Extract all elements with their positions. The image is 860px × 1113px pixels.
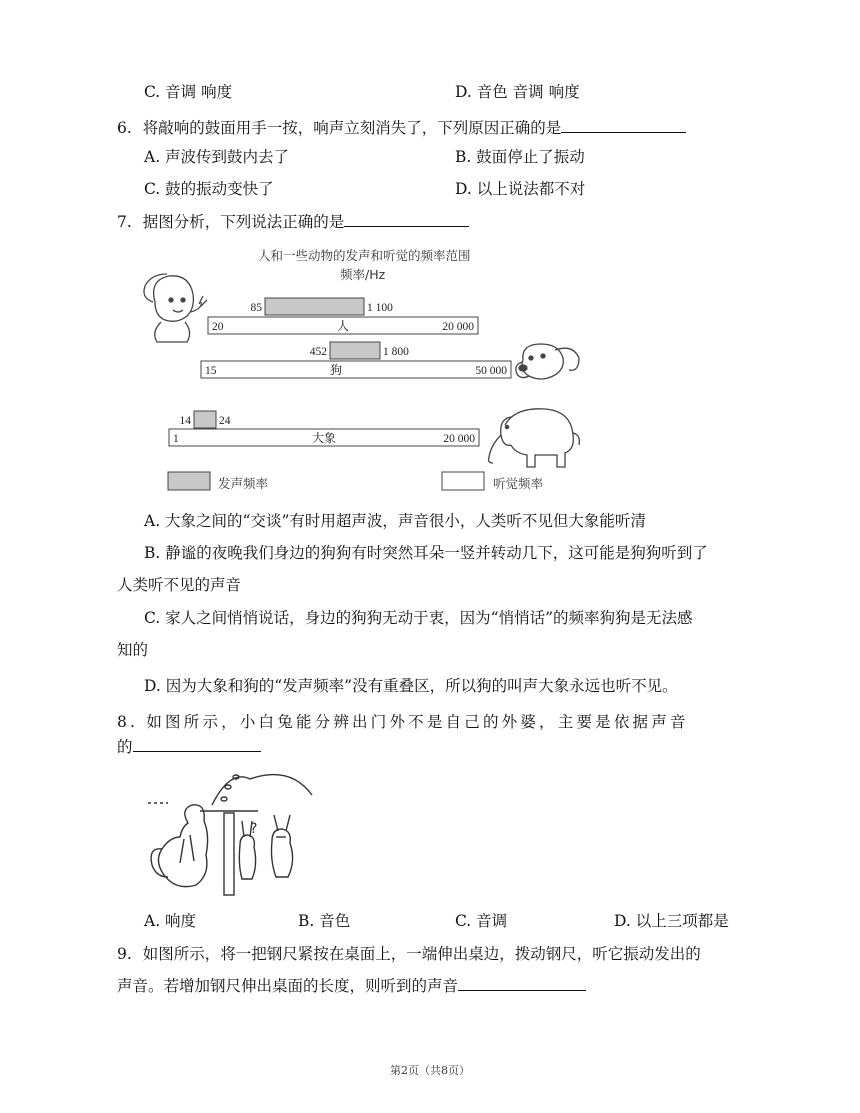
row-3-speech-bar: [194, 411, 216, 428]
q6-option-b: B. 鼓面停止了振动: [455, 148, 585, 166]
page-footer: 第2页（共8页）: [390, 1064, 470, 1077]
q9-line2: [117, 974, 586, 996]
frequency-chart: [135, 270, 585, 500]
q8-option-c: C. 音调: [455, 912, 508, 930]
row-3-speech-max-label: 24: [219, 415, 231, 427]
dog-illustration: [516, 344, 579, 379]
row-2-hearing-min-label: 15: [205, 365, 217, 377]
q7-answer-blank: [344, 225, 469, 227]
figure-title: 人和一些动物的发声和听觉的频率范围: [258, 248, 471, 263]
q9-answer-blank: [458, 989, 586, 991]
q7-option-c-line2: 知的: [117, 641, 149, 659]
q7-option-d: D. 因为大象和狗的“发声频率”没有重叠区，所以狗的叫声大象永远也听不见。: [144, 677, 678, 695]
row-3-hearing-max-label: 20 000: [443, 433, 475, 445]
q9-line1-text: 如图所示，将一把钢尺紧按在桌面上，一端伸出桌边，拨动钢尺，听它振动发出的: [142, 945, 701, 963]
q7-option-b-line1: B. 静谧的夜晚我们身边的狗狗有时突然耳朵一竖并转动几下，这可能是狗狗听到了: [144, 544, 708, 562]
q9-number: 9.: [117, 945, 132, 963]
q6-option-a: A. 声波传到鼓内去了: [144, 148, 290, 166]
elephant-illustration: [489, 409, 580, 467]
q6-option-d: D. 以上说法都不对: [455, 180, 586, 198]
row-1-category-label: 人: [336, 319, 350, 333]
row-3-category-label: 大象: [311, 431, 337, 445]
q8-stem-text2: 的: [117, 738, 133, 756]
q7-option-a: A. 大象之间的“交谈”有时用超声波，声音很小，人类听不见但大象能听清: [144, 512, 646, 530]
q7-stem: [117, 210, 469, 232]
q5-option-d: D. 音色 音调 响度: [455, 83, 580, 101]
q8-option-b: B. 音色: [298, 912, 351, 930]
q8-answer-blank: [133, 750, 261, 752]
q9-line1: [117, 942, 701, 964]
legend-speech-label: 发声频率: [218, 476, 269, 491]
legend-speech-swatch: [168, 472, 210, 490]
row-2-hearing-max-label: 50 000: [475, 365, 507, 377]
row-3-speech-min-label: 14: [179, 415, 191, 427]
q6-stem-text: 将敲响的鼓面用手一按，响声立刻消失了，下列原因正确的是: [142, 119, 562, 137]
row-2-speech-bar: [330, 342, 380, 359]
q7-stem-text: 据图分析，下列说法正确的是: [142, 213, 345, 231]
row-1-hearing-min-label: 20: [212, 321, 224, 333]
row-3-hearing-min-label: 1: [173, 433, 179, 445]
q8-option-d: D. 以上三项都是: [614, 912, 729, 930]
row-1-speech-bar: [265, 298, 364, 315]
q8-stem-line2: [117, 735, 261, 757]
q7-option-c-line1: C. 家人之间悄悄说话，身边的狗狗无动于衷，因为“悄悄话”的频率狗狗是无法感: [144, 609, 693, 627]
q8-stem-text: 如图所示，小白兔能分辨出门外不是自己的外婆，主要是依据声音: [146, 713, 689, 731]
row-1-speech-max-label: 1 100: [367, 302, 393, 314]
q9-line2-text: 声音。若增加钢尺伸出桌面的长度，则听到的声音: [117, 977, 459, 995]
q6-stem: [117, 116, 686, 138]
row-1-speech-min-label: 85: [250, 302, 262, 314]
q8-option-a: A. 响度: [144, 912, 197, 930]
q7-number: 7.: [117, 213, 132, 231]
q6-answer-blank: [561, 131, 686, 133]
q6-number: 6.: [117, 119, 132, 137]
svg-text:?: ?: [250, 821, 258, 837]
legend-hearing-swatch: [442, 472, 484, 490]
q8-number: 8.: [117, 713, 139, 731]
q8-stem: [117, 710, 689, 732]
row-1-hearing-max-label: 20 000: [442, 321, 474, 333]
row-2-speech-max-label: 1 800: [383, 346, 409, 358]
q7-option-b-line2: 人类听不见的声音: [117, 576, 242, 594]
q5-option-c: C. 音调 响度: [144, 83, 233, 101]
row-2-hearing-bar: [201, 361, 511, 378]
q6-option-c: C. 鼓的振动变快了: [144, 180, 274, 198]
child-illustration: [144, 274, 207, 342]
figure-unit: 频率/Hz: [340, 267, 386, 282]
rabbit-door-illustration: [140, 765, 315, 900]
row-2-speech-min-label: 452: [309, 346, 327, 358]
row-2-category-label: 狗: [329, 363, 343, 377]
legend-hearing-label: 听觉频率: [493, 476, 544, 491]
